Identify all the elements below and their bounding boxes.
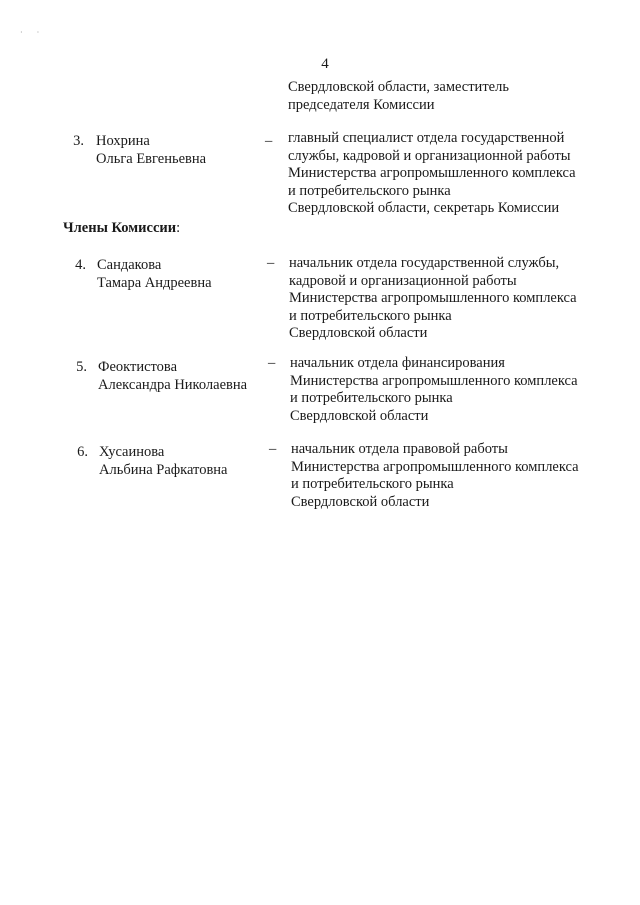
member-number: 4. [75, 257, 86, 273]
member-number: 6. [77, 444, 88, 460]
member-dash: – [267, 255, 275, 271]
member-name: Сандакова Тамара Андреевна [97, 257, 212, 291]
member-description: начальник отдела финансирования Министерства агропромышленного комплекса и потребительского рынка Свердловской области [290, 355, 578, 424]
member-dash: – [265, 133, 273, 149]
section-heading-text: Члены Комиссии [63, 220, 177, 236]
member-number: 5. [76, 359, 87, 375]
member-name: Нохрина Ольга Евгеньевна [96, 133, 207, 167]
section-heading [63, 220, 180, 237]
scan-marks: · · [20, 28, 46, 37]
page-number: 4 [321, 56, 329, 72]
member-dash: – [269, 441, 277, 457]
member-name: Феоктистова Александра Николаевна [98, 359, 248, 393]
section-heading-colon: : [176, 220, 181, 236]
member-description: начальник отдела государственной службы, кадровой и организационной работы Министерства агропромышленного комплекса и потребительского рынка Свердловской области [289, 255, 577, 341]
member-description: начальник отдела правовой работы Министерства агропромышленного комплекса и потребительского рынка Свердловской области [291, 441, 579, 510]
member-dash: – [268, 355, 276, 371]
member-description: главный специалист отдела государственной службы, кадровой и организационной работы Министерства агропромышленного комплекса и потребительского рынка Свердловской области, секретарь Комиссии [288, 130, 576, 216]
member-number: 3. [73, 133, 84, 149]
continuation-text: Свердловской области, заместитель председателя Комиссии [288, 79, 509, 113]
member-name: Хусаинова Альбина Рафкатовна [99, 444, 228, 478]
